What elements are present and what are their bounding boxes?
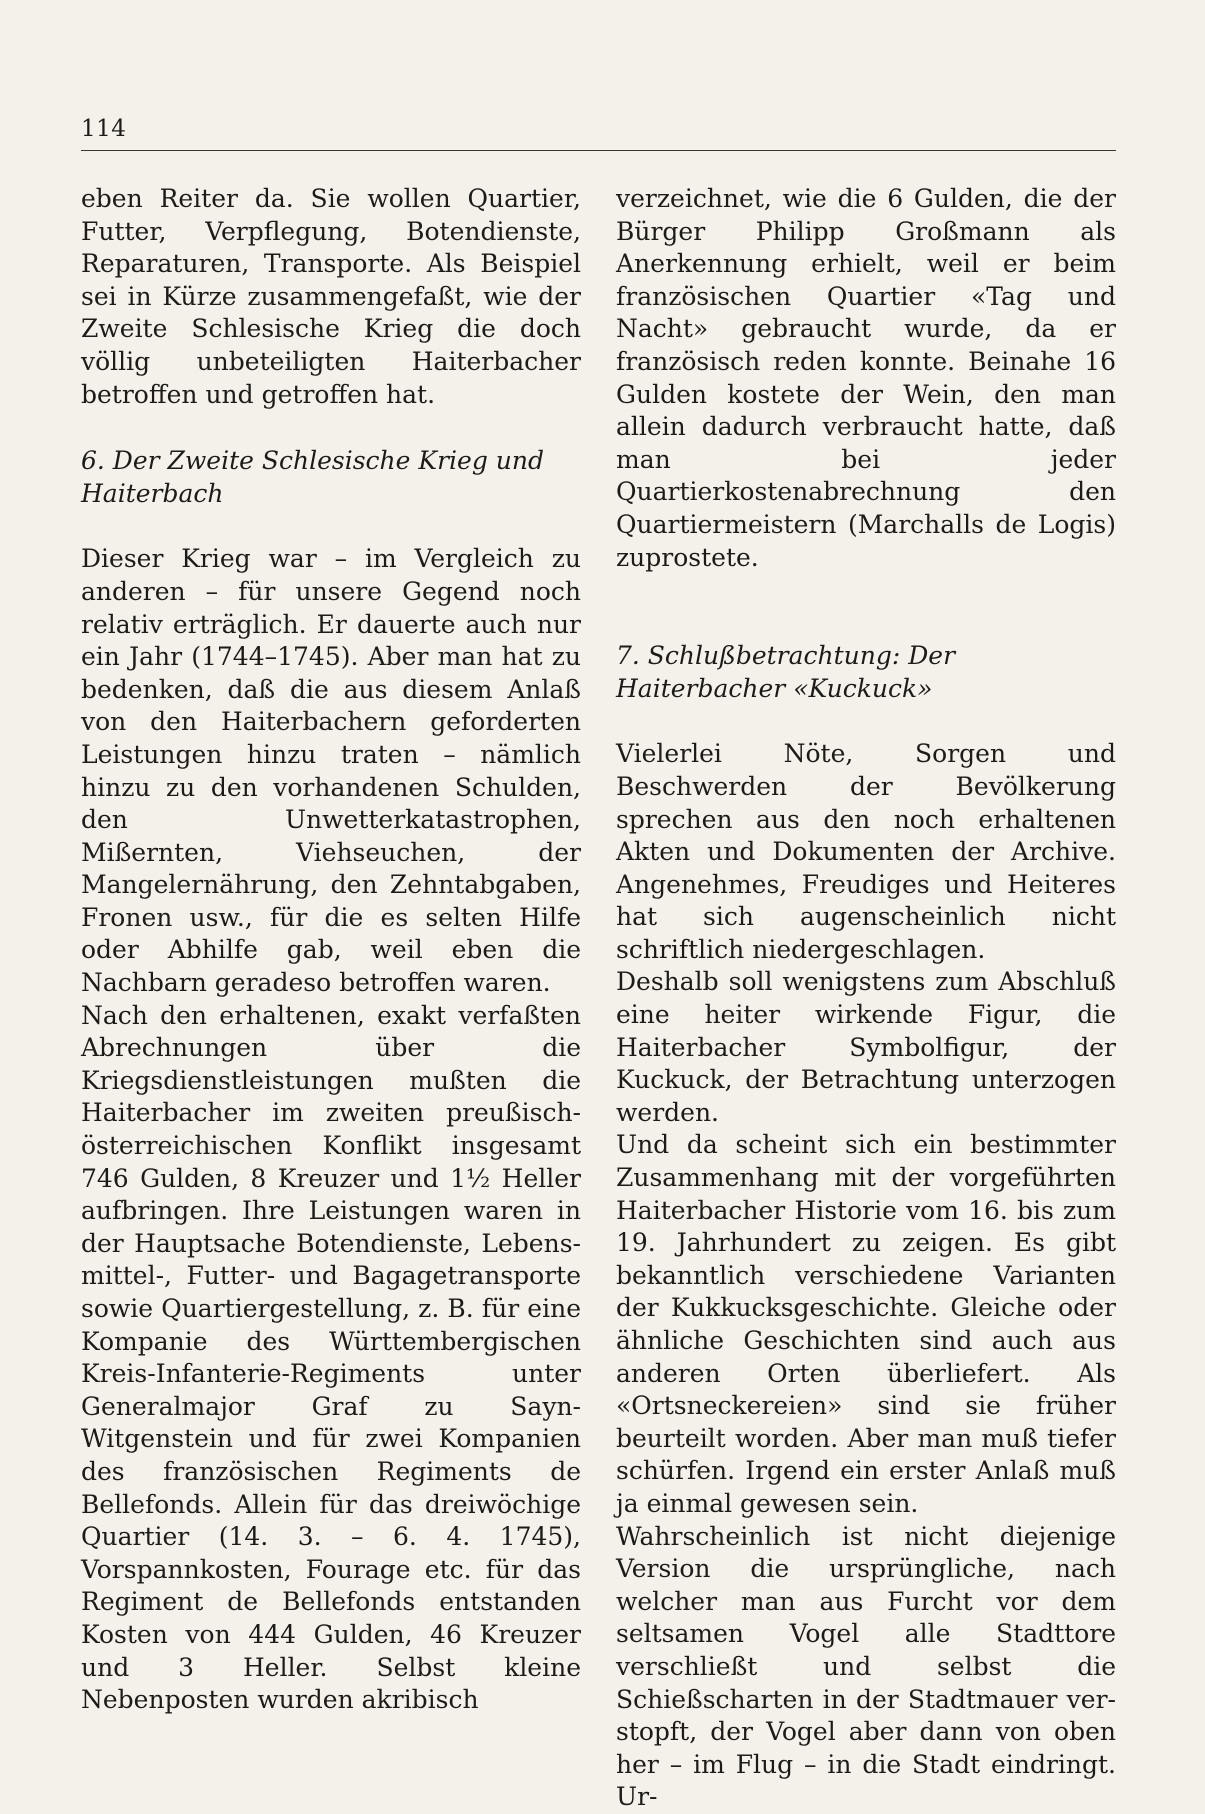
- header-rule: [81, 150, 1116, 151]
- paragraph: Vielerlei Nöte, Sorgen und Beschwerden der Bevölkerung sprechen aus den noch erhaltenen Akten und Dokumenten der Archive. Angenehmes, Freudiges und Heiteres hat sich augenscheinlich nicht schriftlich niedergeschlagen.: [616, 739, 1116, 964]
- right-column: [616, 183, 1116, 1814]
- paragraph: verzeichnet, wie die 6 Gulden, die der Bürger Philipp Großmann als Anerkennung erhielt, weil er beim französischen Quartier «Tag und Nacht» gebraucht wurde, da er französisch reden konnte. Beinahe 16 Gulden kostete der Wein, den man allein dadurch verbraucht hatte, daß man bei jeder Quartierkostenabrechnung den Quartiermeistern (Marchalls de Logis) zuprostete.: [616, 184, 1116, 572]
- left-column: [81, 183, 581, 1717]
- page-number: 114: [81, 116, 127, 142]
- section-heading: 6. Der Zweite Schlesische Krieg und Haiterbach: [81, 446, 544, 508]
- paragraph: Dieser Krieg war – im Vergleich zu anderen – für unsere Gegend noch relativ erträglich. Er dauerte auch nur ein Jahr (1744–1745). Aber man hat zu bedenken, daß die aus diesem Anlaß von den Haiterbachern geforderten Leistungen hinzu traten – nämlich hinzu zu den vorhandenen Schulden, den Unwetterkatastrophen, Mißernten, Viehseuchen, der Mangelernährung, den Zehntabgaben, Fronen usw., für die es selten Hilfe oder Abhilfe gab, weil eben die Nachbarn geradeso betroffen waren.: [81, 544, 581, 998]
- section-heading: 7. Schlußbetrachtung: Der Haiterbacher «Kuckuck»: [616, 641, 956, 703]
- paragraph: Deshalb soll wenigstens zum Abschluß eine heiter wirkende Figur, die Haiterbacher Symbolfigur, der Kuckuck, der Betrachtung unterzogen werden.: [616, 967, 1116, 1127]
- paragraph: Nach den erhaltenen, exakt verfaßten Abrechnungen über die Kriegsdienstleistungen mußten die Haiterbacher im zweiten preußisch-österreichischen Konflikt insgesamt 746 Gulden, 8 Kreuzer und 1½ Heller aufbringen. Ihre Leistungen waren in der Hauptsache Botendienste, Lebensmittel-, Futter- und Bagagetransporte sowie Quartiergestellung, z. B. für eine Kompanie des Württembergischen Kreis-Infanterie-Regiments unter Generalmajor Graf zu Sayn-Witgenstein und für zwei Kompanien des französischen Regiments de Bellefonds. Allein für das dreiwöchige Quartier (14. 3. – 6. 4. 1745), Vorspannkosten, Fourage etc. für das Regiment de Bellefonds entstanden Kosten von 444 Gulden, 46 Kreuzer und 3 Heller. Selbst kleine Nebenposten wurden akribisch: [81, 1000, 581, 1715]
- paragraph: Und da scheint sich ein bestimmter Zusammenhang mit der vorgeführten Haiterbacher Historie vom 16. bis zum 19. Jahrhundert zu zeigen. Es gibt bekanntlich verschiedene Varianten der Kukkucksgeschichte. Gleiche oder ähnliche Geschichten sind auch aus anderen Orten überliefert. Als «Ortsneckereien» sind sie früher beurteilt worden. Aber man muß tiefer schürfen. Irgend ein erster Anlaß muß ja einmal gewesen sein.: [616, 1130, 1116, 1518]
- paragraph: Wahrscheinlich ist nicht diejenige Version die ursprüngliche, nach welcher man aus Furcht vor dem seltsamen Vogel alle Stadttore verschließt und selbst die Schießscharten in der Stadtmauer verstopft, der Vogel aber dann von oben her – im Flug – in die Stadt eindringt. Ur-: [616, 1521, 1116, 1812]
- paragraph: eben Reiter da. Sie wollen Quartier, Futter, Verpflegung, Botendienste, Reparaturen, Transporte. Als Beispiel sei in Kürze zusammengefaßt, wie der Zweite Schlesische Krieg die doch völlig unbeteiligten Haiterbacher betroffen und getroffen hat.: [81, 184, 581, 409]
